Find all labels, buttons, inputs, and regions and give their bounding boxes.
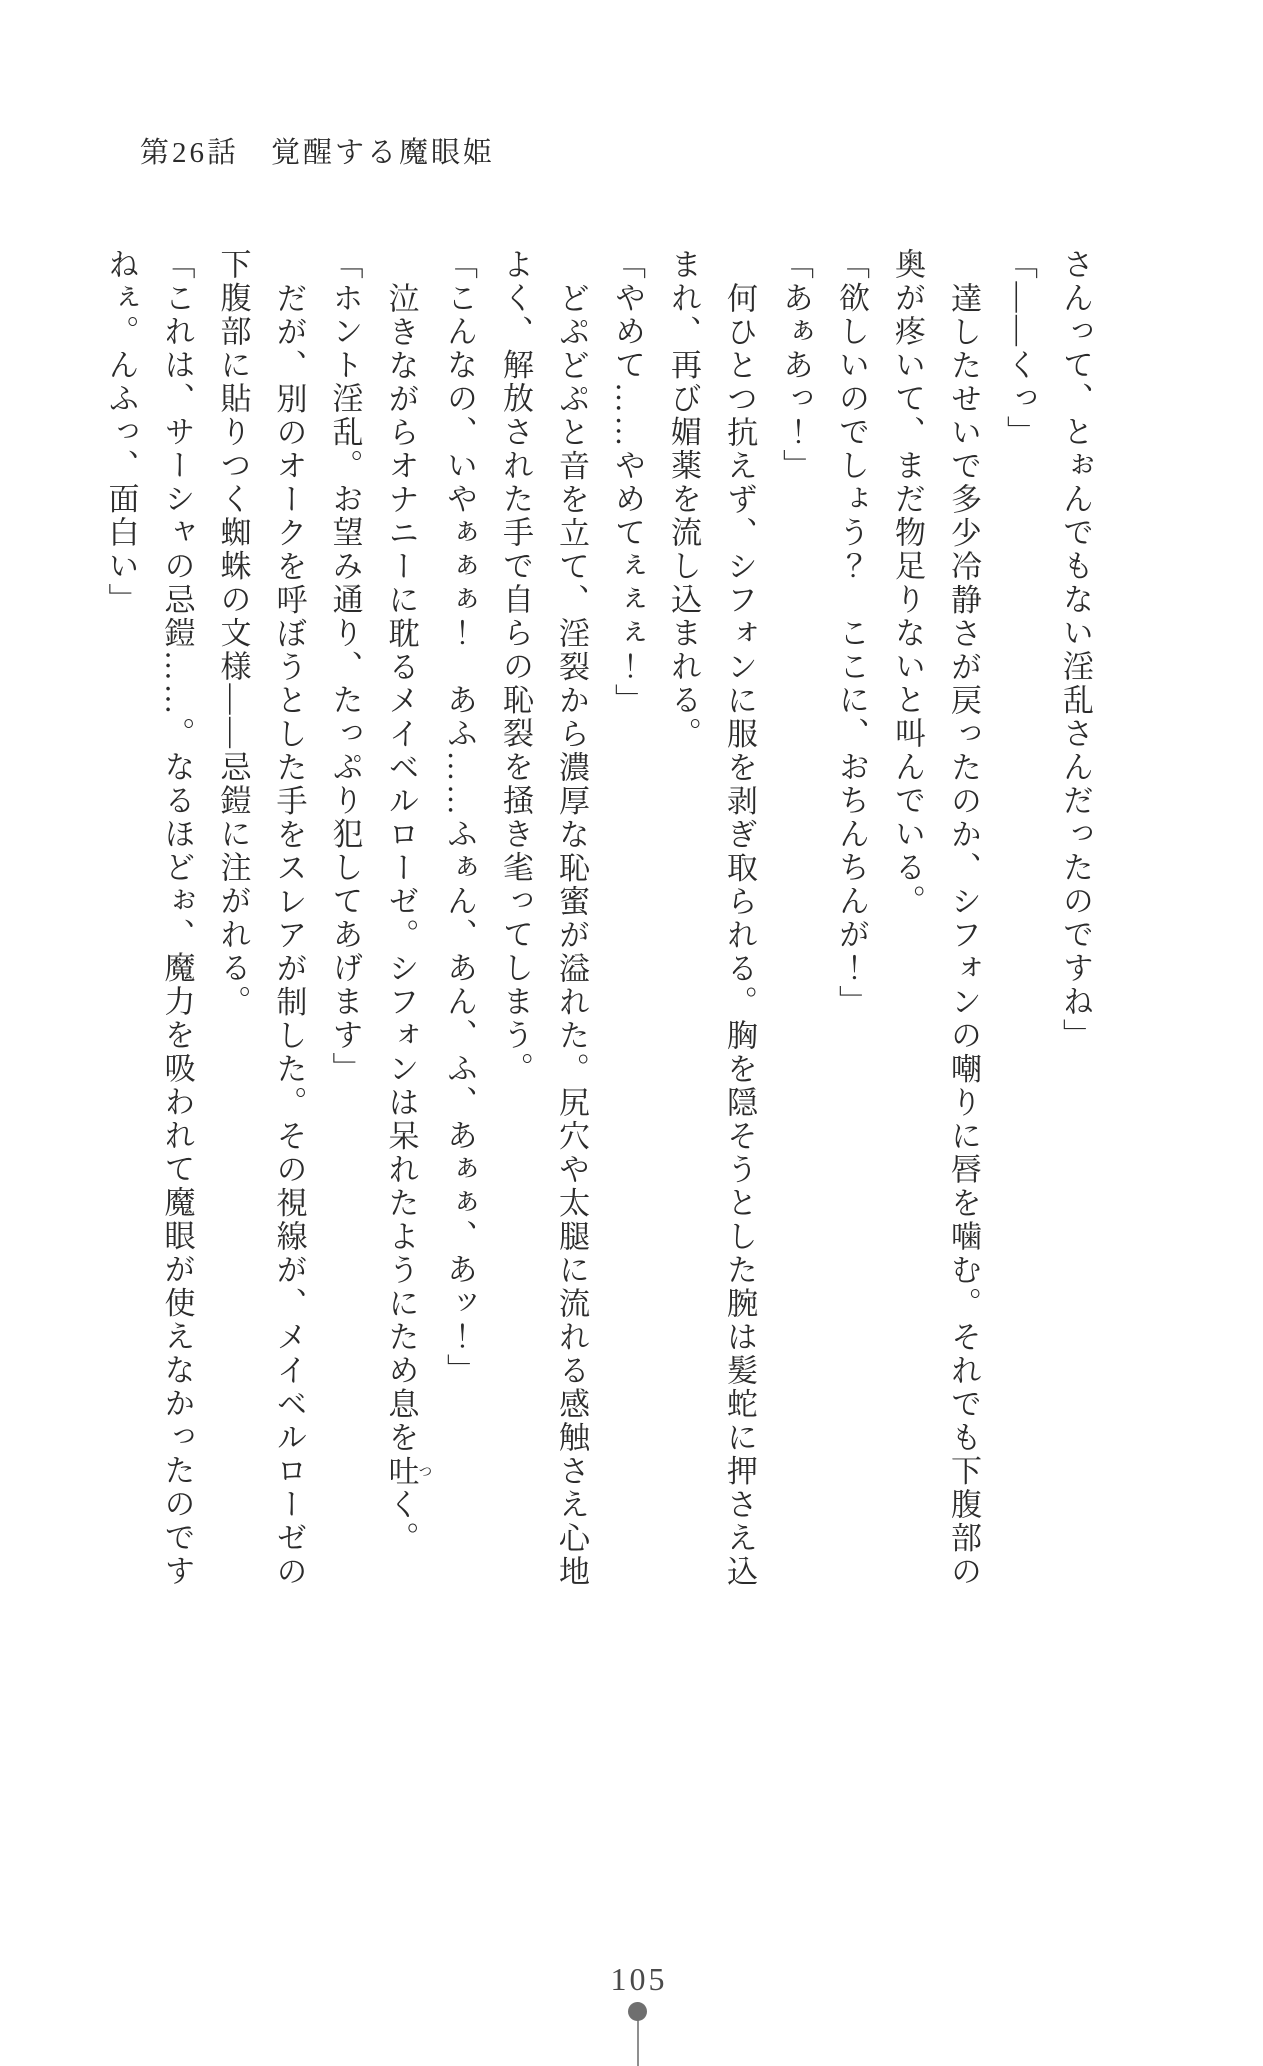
text-column-7: 何ひとつ抗えず、シフォンに服を剥ぎ取られる。胸を隠そうとした腕は髪蛇に押さえ込 [722,282,757,1589]
text-column-12: 「こんなの、いやぁぁぁ！ あふ……ふぁん、あん、ふ、あぁぁ、あッ！」 [442,248,477,1387]
text-column-2: 「——くっ」 [1002,248,1037,449]
text-column-9: 「やめて……やめてぇぇぇ！」 [610,248,645,717]
text-column-14: 「ホント淫乱。お望み通り、たっぷり犯してあげます」 [327,248,363,1086]
text-column-17: 「これは、サーシャの忌鎧……。なるほどぉ、魔力を吸われて魔眼が使えなかったのです [159,248,195,1588]
text-column-13: 泣きながらオナニーに耽るメイベルローゼ。シフォンは呆れたようにため息を吐つく。 [383,282,432,1555]
ruby-annotated-char: 吐つ [383,1454,432,1488]
text-column-18: ねぇ。んふっ、面白い」 [103,248,139,617]
text-column-5: 「欲しいのでしょう？ ここに、おちんちんが！」 [834,248,869,1019]
text-column-16: 下腹部に貼りつく蜘蛛の文様——忌鎧に注がれる。 [215,248,251,1019]
text-column-4: 奥が疼いて、まだ物足りないと叫んでいる。 [890,248,925,918]
body-text-columns [93,248,1104,1633]
text-column-10: どぷどぷと音を立て、淫裂から濃厚な恥蜜が溢れた。尻穴や太腿に流れる感触さえ心地 [554,282,589,1589]
page-number: 105 [610,1961,668,1997]
chapter-header: 第26話 覚醒する魔眼姫 [140,137,496,169]
page-marker-dot-icon [628,2002,647,2021]
text-column-15: だが、別のオークを呼ぼうとした手をスレアが制した。その視線が、メイベルローゼの [271,282,307,1589]
text-column-11: よく、解放された手で自らの恥裂を掻き毟ってしまう。 [498,248,533,1086]
text-column-3: 達したせいで多少冷静さが戻ったのか、シフォンの嘲りに唇を噛む。それでも下腹部の [946,282,981,1589]
text-column-1: さんって、とぉんでもない淫乱さんだったのですね」 [1058,248,1093,1052]
text-column-6: 「あぁあっ！」 [778,248,813,483]
text-column-8: まれ、再び媚薬を流し込まれる。 [666,248,701,751]
